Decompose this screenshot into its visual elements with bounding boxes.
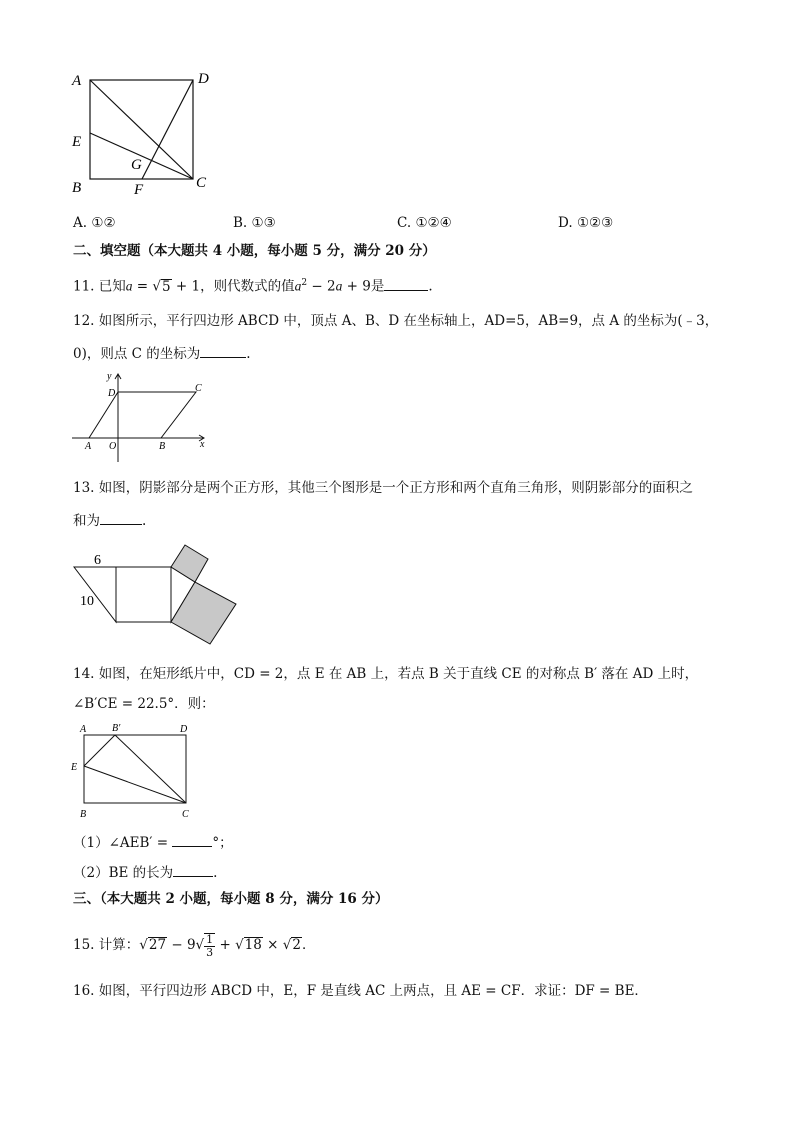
option-a: A. ①② [73, 215, 116, 231]
label-A: A [72, 73, 82, 89]
label-E: E [72, 134, 82, 150]
q12-line1: 12. 如图所示，平行四边形 ABCD 中，顶点 A、B、D 在坐标轴上，AD=5，AB=9，点 A 的坐标为(﹣3， [73, 313, 719, 329]
label-B: B [80, 809, 87, 820]
large-shaded-square [171, 582, 236, 644]
q14-line1: 14. 如图，在矩形纸片中，CD = 2，点 E 在 AB 上，若点 B 关于直线 CE 的对称点 B′ 落在 AD 上时， [73, 666, 699, 682]
option-b: B. ①③ [233, 215, 276, 231]
q14-sub2-answer-blank [173, 862, 213, 877]
q15: 15. 计算：√27 − 9√ $\frac{1}{3}$ + √18 × √2． [73, 932, 316, 959]
section3-heading: 三、（本大题共 2 小题，每小题 8 分，满分 16 分） [73, 891, 389, 907]
q10-figure [66, 66, 216, 198]
q11-answer-blank [384, 276, 428, 291]
q14-figure [66, 720, 206, 824]
q14-sub1: （1）∠AEB′ = °； [73, 832, 233, 852]
label-C: C [195, 383, 202, 394]
label-F: F [134, 182, 144, 198]
q11: 11. 已知a = √5 + 1，则代数式的值$a^2 - 2a + 9$是 . [73, 274, 433, 296]
label-C: C [196, 175, 207, 191]
label-D: D [198, 71, 209, 87]
label-10: 10 [80, 594, 94, 609]
label-C: C [182, 809, 189, 820]
axis-x-label: x [200, 439, 205, 450]
label-B: B [159, 441, 166, 452]
label-Bprime: B′ [112, 723, 121, 734]
q14-sub2: （2）BE 的长为 . [73, 862, 217, 882]
axis-y-label: y [107, 371, 112, 382]
q12-line2: 0)，则点 C 的坐标为 . [73, 343, 251, 363]
q13-line2: 和为 . [73, 510, 146, 530]
q13-figure [66, 540, 246, 646]
label-O: O [109, 441, 117, 452]
q12-figure [66, 368, 216, 468]
section2-heading: 二、填空题（本大题共 4 小题，每小题 5 分，满分 20 分） [73, 243, 436, 259]
label-B: B [72, 180, 82, 196]
q13-line1: 13. 如图，阴影部分是两个正方形，其他三个图形是一个正方形和两个直角三角形，则阴影部分的面积之 [73, 480, 693, 496]
q14-sub1-answer-blank [172, 832, 212, 847]
label-D: D [108, 388, 116, 399]
q16: 16. 如图，平行四边形 ABCD 中，E，F 是直线 AC 上两点，且 AE = CF．求证：DF = BE． [73, 983, 648, 999]
q13-answer-blank [100, 510, 142, 525]
option-d: D. ①②③ [558, 215, 614, 231]
q14-line2: ∠B′CE = 22.5°．则： [73, 696, 215, 712]
q12-answer-blank [200, 343, 246, 358]
label-6: 6 [94, 553, 101, 568]
label-E: E [71, 762, 78, 773]
label-A: A [85, 441, 92, 452]
small-shaded-square [171, 545, 208, 582]
option-c: C. ①②④ [397, 215, 452, 231]
label-A: A [80, 724, 87, 735]
label-G: G [131, 157, 142, 173]
label-D: D [180, 724, 188, 735]
